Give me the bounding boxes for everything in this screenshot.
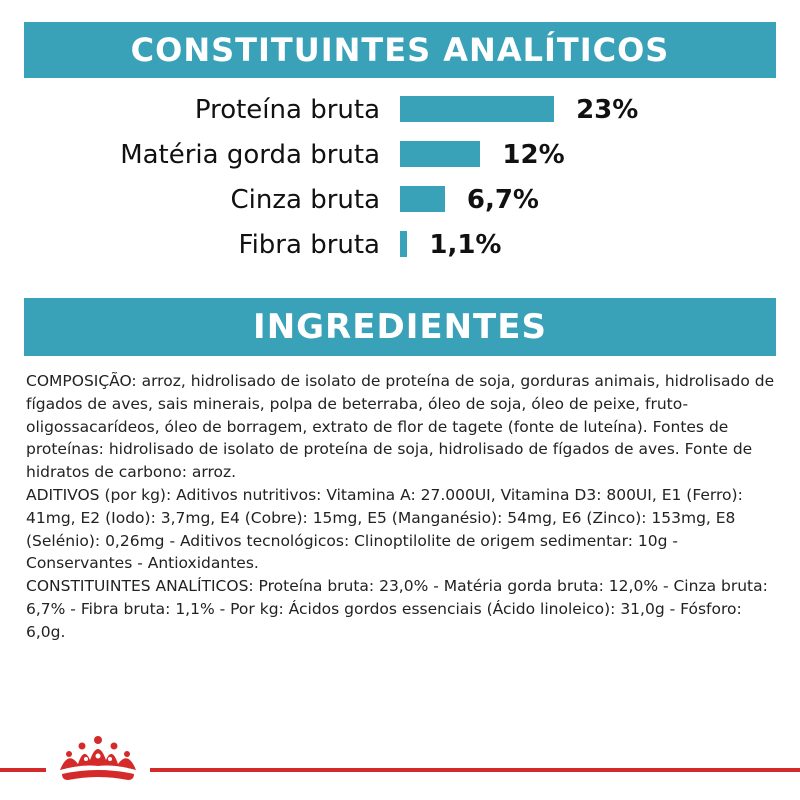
bar [400, 231, 407, 257]
bar-row [0, 182, 800, 218]
bar-category-label: Fibra bruta [238, 230, 380, 260]
additives-paragraph: ADITIVOS (por kg): Aditivos nutritivos: Vitamina A: 27.000UI, Vitamina D3: 800UI, E1 (Ferro): 41mg, E2 (Iodo): 3,7mg, E4 (Cobre): 15mg, E5 (Manganésio): 54mg, E6 (Zinco): 153mg, E8 (Selénio): 0,26mg - Aditivos tecnológicos: Clinoptilolite de origem sedimentar: 10g - Conservantes - Antioxidantes. [26, 485, 743, 573]
bar-category-label: Cinza bruta [230, 185, 380, 215]
constituents-paragraph: CONSTITUINTES ANALÍTICOS: Proteína bruta: 23,0% - Matéria gorda bruta: 12,0% - Cinza bruta: 6,7% - Fibra bruta: 1,1% - Por kg: Ácidos gordos essenciais (Ácido linoleico): 31,0g - Fósforo: 6,0g. [26, 577, 768, 641]
bar-value-label: 1,1% [429, 230, 502, 260]
analytical-constituents-chart [0, 92, 800, 272]
composition-paragraph: COMPOSIÇÃO: arroz, hidrolisado de isolato de proteína de soja, gorduras animais, hidrolisado de fígados de aves, sais minerais, polpa de beterraba, óleo de soja, óleo de peixe, fruto-oligossacarídeos, óleo de borragem, extrato de flor de tagete (fonte de luteína). Fontes de proteínas: hidrolisado de isolato de proteína de soja, hidrolisado de fígados de aves. Fonte de hidratos de carbono: arroz. [26, 372, 775, 482]
bar [400, 141, 480, 167]
bar-row [0, 227, 800, 263]
bar [400, 186, 445, 212]
footer-line-left [0, 768, 46, 772]
ingredients-banner [24, 298, 776, 356]
bar-row [0, 92, 800, 128]
bar-value-label: 12% [502, 140, 565, 170]
ingredients-title: INGREDIENTES [253, 307, 547, 347]
bar-category-label: Matéria gorda bruta [120, 140, 380, 170]
analytical-constituents-title: CONSTITUINTES ANALÍTICOS [130, 31, 670, 69]
crown-logo-icon [54, 730, 142, 786]
bar-value-label: 23% [576, 95, 639, 125]
footer [0, 730, 800, 800]
bar-value-label: 6,7% [466, 185, 539, 215]
footer-line-right [150, 768, 800, 772]
bar [400, 96, 554, 122]
bar-row [0, 137, 800, 173]
ingredients-text [26, 370, 776, 644]
bar-category-label: Proteína bruta [194, 95, 380, 125]
analytical-constituents-banner [24, 22, 776, 78]
